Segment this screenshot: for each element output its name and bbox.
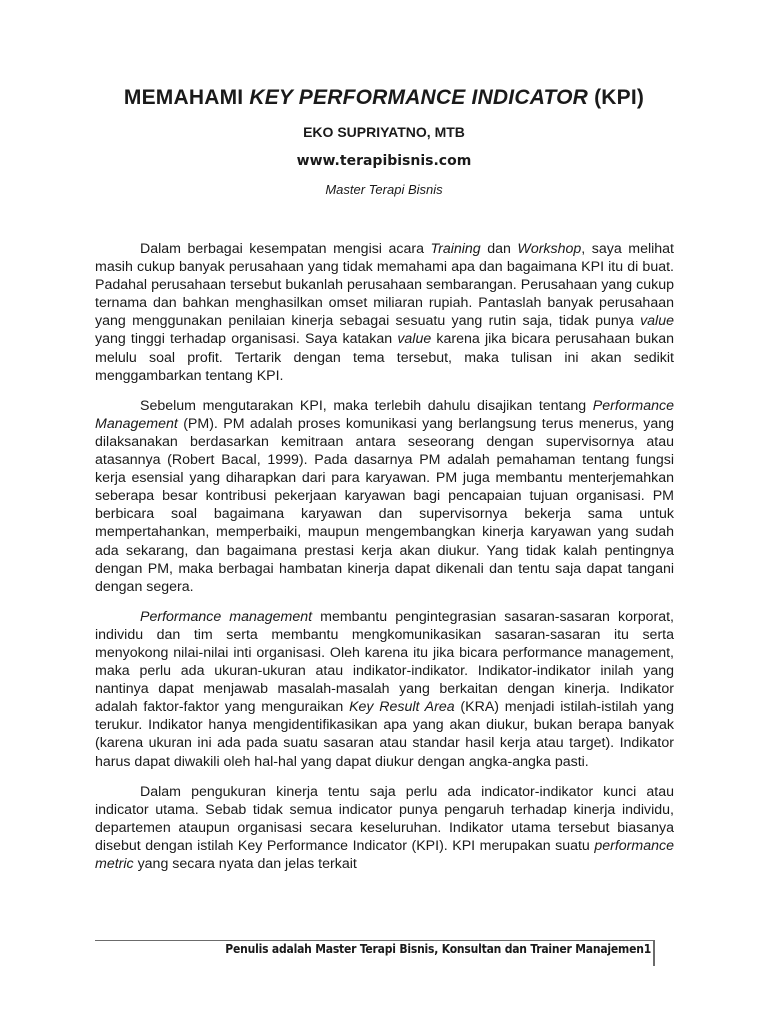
text-run: Dalam pengukuran kinerja tentu saja perlu ada indicator-indikator kunci atau indicator utama. Sebab tidak semua indicator punya pengaruh terhadap kinerja individu, departemen ataupun organisasi secara keseluruhan. Indikator utama tersebut biasanya disebut dengan istilah Key Performance Indicator (KPI). KPI merupakan suatu — [95, 783, 674, 854]
footer-divider — [95, 940, 655, 941]
text-run: membantu pengintegrasian sasaran-sasaran korporat, individu dan tim serta membantu mengkomunikasikan sasaran-sasaran itu serta menyokong nilai-nilai inti organisasi. Oleh karena itu jika bicara performance management, maka perlu ada ukuran-ukuran atau indikator-indikator. Indikator-indikator inilah yang nantinya dapat menjawab masalah-masalah yang berkaitan dengan kinerja. Indikator adalah faktor-faktor yang menguraikan — [95, 608, 674, 716]
body-paragraph — [95, 240, 674, 385]
italic-term: Performance Management — [95, 397, 674, 432]
document-title — [0, 86, 768, 110]
title-suffix: (KPI) — [588, 86, 645, 109]
italic-term: Training — [430, 241, 481, 257]
italic-term: performance metric — [95, 837, 674, 872]
text-run: (KRA) menjadi istilah-istilah yang terukur. Indikator hanya mengidentifikasikan apa yang akan diukur, bukan berapa banyak (karena ukuran ini ada pada suatu sasaran atau standar hasil kerja atau target). Indikator harus dapat diwakili oleh hal-hal yang dapat diukur dengan angka-angka pasti. — [95, 699, 674, 770]
article-body — [95, 240, 674, 873]
text-run: (PM). PM adalah proses komunikasi yang berlangsung terus menerus, yang dilaksanakan berdasarkan kemitraan antara seseorang dengan supervisornya atau atasannya (Robert Bacal, 1999). Pada dasarnya PM adalah pemahaman tentang fungsi kerja esensial yang diharapkan dari para karyawan. PM juga membantu menterjemahkan seberapa besar kontribusi pekerjaan karyawan bagi pencapaian tujuan organisasi. PM berbicara soal bagaimana karyawan dan supervisornya bekerja sama untuk mempertahankan, memperbaiki, maupun mengembangkan kinerja karyawan yang sudah ada sekarang, dan bagaimana prestasi kerja akan diukur. Yang tidak kalah pentingnya dengan PM, maka berbagai hambatan kinerja dapat dikenali dan tentu saja dapat tangani dengan segera. — [95, 415, 674, 595]
page-footer — [95, 942, 651, 956]
body-paragraph — [95, 783, 674, 873]
title-italic: KEY PERFORMANCE INDICATOR — [249, 86, 589, 109]
author-role: Master Terapi Bisnis — [325, 182, 443, 197]
text-run: Sebelum mengutarakan KPI, maka terlebih dahulu disajikan tentang — [140, 397, 593, 414]
title-prefix: MEMAHAMI — [123, 86, 250, 109]
footer-text: Penulis adalah Master Terapi Bisnis, Konsultan dan Trainer Manajemen — [225, 942, 644, 956]
text-run: dan — [480, 241, 518, 257]
page-number: 1 — [643, 942, 651, 956]
italic-term: value — [397, 331, 432, 348]
italic-term: Key Result Area — [349, 699, 455, 716]
italic-term: Workshop — [517, 241, 582, 257]
author-name: EKO SUPRIYATNO, MTB — [303, 124, 465, 140]
italic-term: value — [640, 313, 674, 330]
text-run: yang secara nyata dan jelas terkait — [133, 856, 357, 872]
text-run: yang tinggi terhadap organisasi. Saya katakan — [95, 331, 398, 348]
footer-divider-vertical — [653, 940, 655, 966]
text-run: karena jika bicara perusahaan bukan melulu soal profit. Tertarik dengan tema tersebut, maka tulisan ini akan sedikit menggambarkan tentang KPI. — [95, 331, 674, 384]
text-run: , saya melihat masih cukup banyak perusahaan yang tidak memahami apa dan bagaimana KPI itu di buat. Padahal perusahaan tersebut bukanlah perusahaan sembarangan. Perusahaan yang cukup ternama dan bahkan menghasilkan omset miliaran rupiah. Pantaslah banyak perusahaan yang menggunakan penilaian kinerja sebagai sesuatu yang rutin saja, tidak punya — [95, 241, 674, 330]
text-run: Dalam berbagai kesempatan mengisi acara — [140, 241, 431, 257]
italic-term: Performance management — [140, 608, 313, 625]
author-website: www.terapibisnis.com — [296, 153, 472, 169]
body-paragraph — [95, 397, 674, 596]
body-paragraph — [95, 608, 674, 771]
